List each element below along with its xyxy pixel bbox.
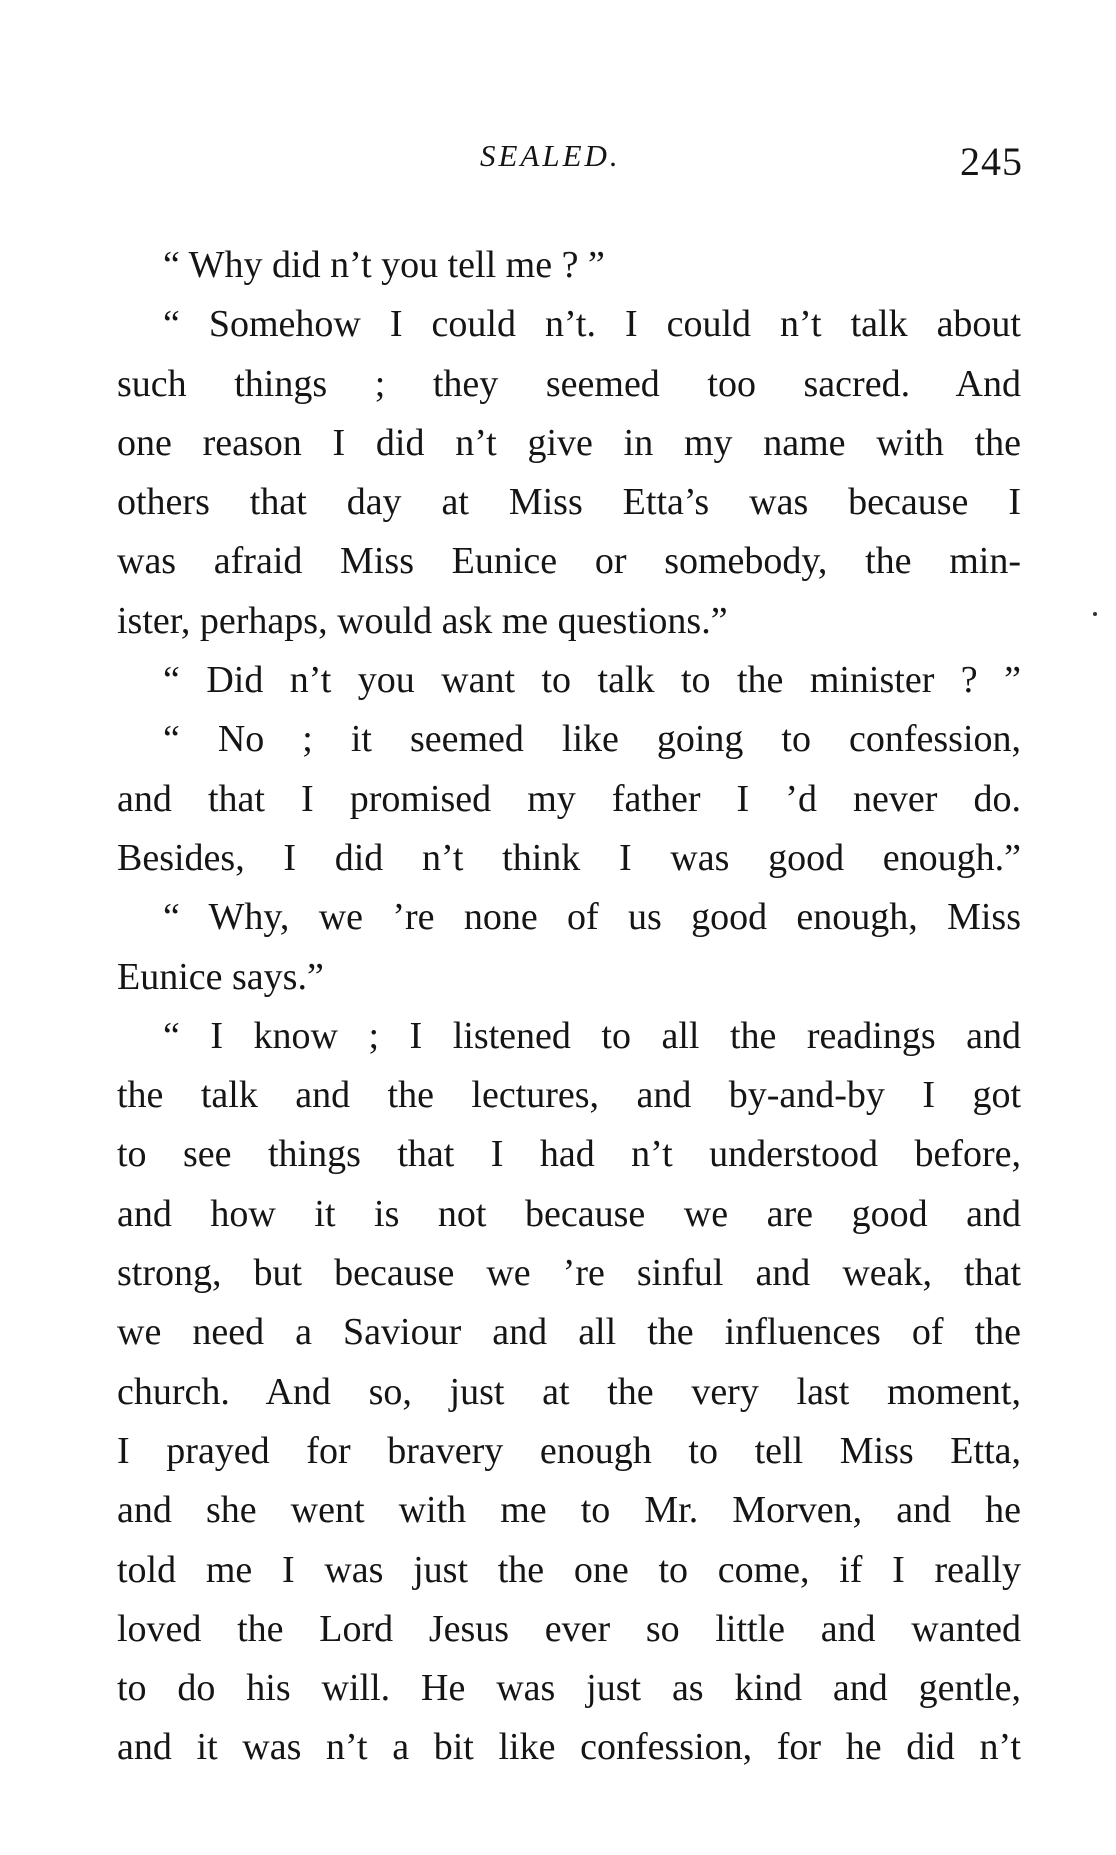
- text-line: was afraid Miss Eunice or somebody, the min-: [117, 540, 1021, 583]
- ink-speck: [1093, 612, 1097, 616]
- text-line: and she went with me to Mr. Morven, and he: [117, 1489, 1021, 1532]
- text-line: the talk and the lectures, and by-and-by I got: [117, 1074, 1021, 1117]
- text-line: and that I promised my father I ’d never do.: [117, 777, 1021, 820]
- page-number: 245: [960, 139, 1023, 184]
- text-line: to do his will. He was just as kind and gentle,: [117, 1667, 1021, 1710]
- text-line: told me I was just the one to come, if I really: [117, 1548, 1021, 1591]
- text-line: others that day at Miss Etta’s was because I: [117, 481, 1021, 524]
- text-line: to see things that I had n’t understood before,: [117, 1133, 1021, 1176]
- text-line: and how it is not because we are good and: [117, 1192, 1021, 1235]
- text-line: I prayed for bravery enough to tell Miss Etta,: [117, 1429, 1021, 1472]
- text-line: one reason I did n’t give in my name with the: [117, 421, 1021, 464]
- text-line: loved the Lord Jesus ever so little and wanted: [117, 1607, 1021, 1650]
- running-title: SEALED.: [480, 138, 621, 173]
- text-line: “ Why did n’t you tell me ? ”: [163, 244, 605, 286]
- body-text: [117, 236, 1021, 1778]
- text-line: “ Did n’t you want to talk to the minister ? ”: [163, 659, 1021, 702]
- text-line: ister, perhaps, would ask me questions.”: [117, 599, 728, 642]
- text-line: “ I know ; I listened to all the readings and: [163, 1014, 1021, 1057]
- text-line: and it was n’t a bit like confession, for he did n’t: [117, 1726, 1021, 1769]
- text-line: Besides, I did n’t think I was good enough.”: [117, 836, 1021, 879]
- text-line: we need a Saviour and all the influences of the: [117, 1311, 1021, 1354]
- text-line: “ No ; it seemed like going to confession,: [163, 718, 1021, 761]
- text-line: church. And so, just at the very last moment,: [117, 1370, 1021, 1413]
- text-line: such things ; they seemed too sacred. And: [117, 362, 1021, 405]
- text-line: “ Somehow I could n’t. I could n’t talk about: [163, 303, 1021, 346]
- text-line: Eunice says.”: [117, 955, 324, 998]
- text-line: strong, but because we ’re sinful and weak, that: [117, 1252, 1021, 1295]
- text-line: “ Why, we ’re none of us good enough, Miss: [163, 896, 1021, 939]
